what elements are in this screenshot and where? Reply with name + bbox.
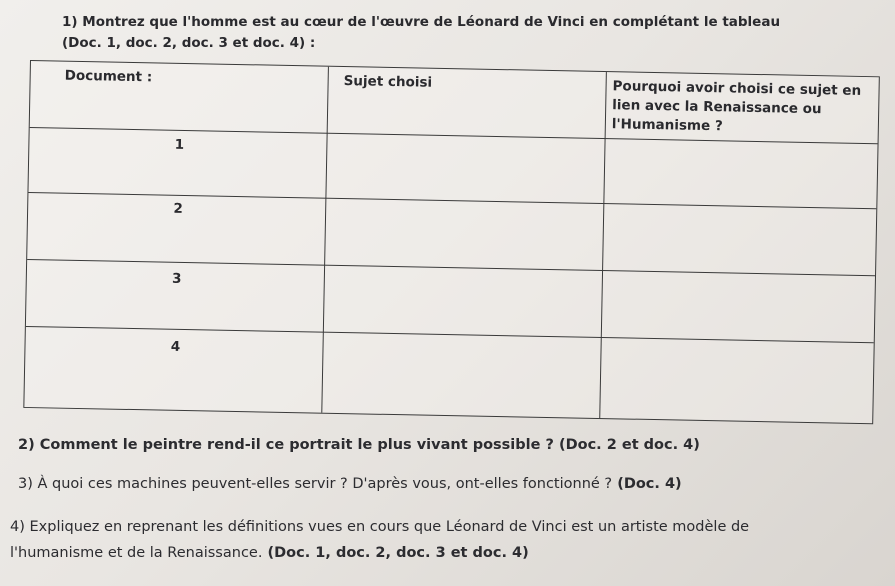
table-row-number: 2 xyxy=(173,200,184,217)
question-2 xyxy=(18,432,700,458)
question-3-refs: (Doc. 4) xyxy=(617,476,682,492)
question-4-refs: (Doc. 1, doc. 2, doc. 3 et doc. 4) xyxy=(267,545,529,561)
answer-table xyxy=(23,60,880,424)
question-3-text: 3) À quoi ces machines peuvent-elles servir ? D'après vous, ont-elles fonctionné ? xyxy=(18,476,613,492)
question-3 xyxy=(18,471,682,497)
question-1 xyxy=(62,12,862,54)
question-4-line-1: 4) Expliquez en reprenant les définitions vues en cours que Léonard de Vinci est un artiste modèle de xyxy=(10,519,750,535)
table-header-reason: Pourquoi avoir choisi ce sujet en lien avec la Renaissance ou l'Humanisme ? xyxy=(611,78,862,135)
table-row-number: 1 xyxy=(174,136,185,153)
table-header-document: Document : xyxy=(64,67,153,86)
question-4-line-2: l'humanisme et de la Renaissance. xyxy=(10,545,263,561)
question-4 xyxy=(10,514,749,566)
table-row-number: 3 xyxy=(171,270,182,287)
table-row-number: 4 xyxy=(170,338,181,355)
table-header-subject: Sujet choisi xyxy=(343,73,433,91)
question-1-line-1: 1) Montrez que l'homme est au cœur de l'œuvre de Léonard de Vinci en complétant le tableau xyxy=(62,14,781,30)
table-column-divider xyxy=(321,67,329,413)
question-2-text: 2) Comment le peintre rend-il ce portrait le plus vivant possible ? (Doc. 2 et doc. 4) xyxy=(18,437,700,453)
table-column-divider xyxy=(599,72,607,418)
question-1-line-2: (Doc. 1, doc. 2, doc. 3 et doc. 4) : xyxy=(62,35,316,51)
